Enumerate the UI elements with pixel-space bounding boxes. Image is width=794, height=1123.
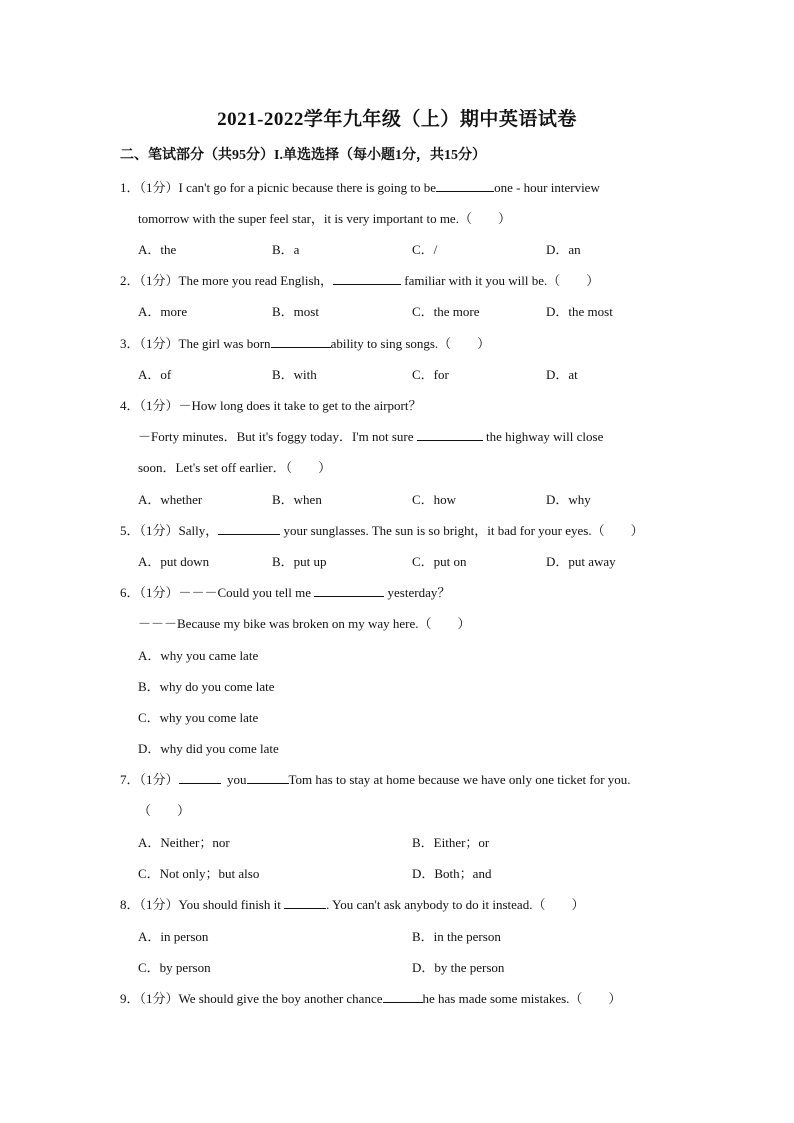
option-b: B．put up bbox=[272, 554, 327, 569]
answer-blank bbox=[284, 896, 326, 909]
question-4-stem-line3: soon．Let's set off earlier．（ ） bbox=[138, 460, 332, 475]
option-d: D．why did you come late bbox=[138, 741, 279, 756]
option-d: D．at bbox=[546, 367, 578, 382]
question-9-text-cont: he has made some mistakes.（ ） bbox=[422, 991, 622, 1006]
option-b: B．with bbox=[272, 367, 317, 382]
option-d: D．the most bbox=[546, 304, 613, 319]
option-c: C．/ bbox=[412, 242, 438, 257]
question-5-text: 5．（1分）Sally， bbox=[120, 523, 219, 538]
page-title: 2021-2022学年九年级（上）期中英语试卷 bbox=[217, 109, 577, 130]
option-c: C．by person bbox=[138, 960, 211, 975]
question-8-stem bbox=[120, 894, 584, 913]
option-c: C．Not only；but also bbox=[138, 866, 260, 881]
question-1-stem bbox=[120, 177, 600, 196]
answer-blank bbox=[333, 272, 401, 285]
option-b: B．when bbox=[272, 492, 322, 507]
question-6-stem bbox=[120, 582, 450, 601]
question-7-stem bbox=[120, 769, 631, 788]
question-6-text-cont: yesterday？ bbox=[387, 585, 451, 600]
answer-blank bbox=[436, 179, 494, 192]
option-b: B．a bbox=[272, 242, 300, 257]
option-a: A．why you came late bbox=[138, 648, 259, 663]
answer-blank bbox=[247, 771, 289, 784]
option-d: D．an bbox=[546, 242, 581, 257]
option-c: C．for bbox=[412, 367, 449, 382]
option-d: D．why bbox=[546, 492, 591, 507]
question-6-stem-line2: －－－Because my bike was broken on my way here.（ ） bbox=[138, 616, 471, 631]
option-d: D．put away bbox=[546, 554, 616, 569]
question-7-text-cont: Tom has to stay at home because we have only one ticket for you. bbox=[288, 772, 631, 787]
question-7-text-mid: you bbox=[227, 772, 247, 787]
question-3-stem bbox=[120, 333, 490, 352]
option-c: C．put on bbox=[412, 554, 467, 569]
option-c: C．why you come late bbox=[138, 710, 259, 725]
option-a: A．in person bbox=[138, 929, 209, 944]
option-a: A．the bbox=[138, 242, 177, 257]
option-a: A．more bbox=[138, 304, 188, 319]
option-b: B．most bbox=[272, 304, 319, 319]
option-d: D．by the person bbox=[412, 960, 505, 975]
answer-blank bbox=[179, 771, 221, 784]
question-3-text: 3．（1分）The girl was born bbox=[120, 336, 271, 351]
question-5-text-cont: your sunglasses. The sun is so bright，it bad for your eyes.（ ） bbox=[283, 523, 644, 538]
answer-blank bbox=[271, 335, 331, 348]
question-8-text: 8．（1分）You should finish it bbox=[120, 897, 281, 912]
section-heading: 二、笔试部分（共95分）I.单选选择（每小题1分，共15分） bbox=[120, 148, 486, 163]
question-7-stem-line2: （ ） bbox=[138, 803, 191, 818]
question-8-text-cont: . You can't ask anybody to do it instead.（ ） bbox=[326, 897, 585, 912]
question-4-text: －Forty minutes．But it's foggy today．I'm not sure bbox=[138, 429, 414, 444]
question-7-text: 7．（1分） bbox=[120, 772, 179, 787]
option-a: A．of bbox=[138, 367, 172, 382]
question-1-text-cont: one - hour interview bbox=[494, 180, 600, 195]
answer-blank bbox=[417, 428, 483, 441]
option-a: A．whether bbox=[138, 492, 203, 507]
answer-blank bbox=[218, 522, 280, 535]
question-6-text: 6．（1分）－－－Could you tell me bbox=[120, 585, 312, 600]
question-4-stem: 4．（1分）－How long does it take to get to the airport？ bbox=[120, 398, 422, 413]
question-1-stem-line2: tomorrow with the super feel star，it is very important to me.（ ） bbox=[138, 211, 511, 226]
option-a: A．put down bbox=[138, 554, 210, 569]
question-4-stem-line2 bbox=[138, 426, 603, 445]
option-b: B．why do you come late bbox=[138, 679, 275, 694]
question-5-stem bbox=[120, 520, 644, 539]
option-b: B．Either；or bbox=[412, 835, 490, 850]
option-c: C．how bbox=[412, 492, 457, 507]
answer-blank bbox=[383, 990, 423, 1003]
option-a: A．Neither；nor bbox=[138, 835, 230, 850]
question-2-text: 2．（1分）The more you read English， bbox=[120, 273, 334, 288]
question-9-text: 9．（1分）We should give the boy another chance bbox=[120, 991, 383, 1006]
answer-blank bbox=[314, 584, 384, 597]
question-9-stem bbox=[120, 988, 621, 1007]
question-3-text-cont: ability to sing songs.（ ） bbox=[330, 336, 491, 351]
question-1-text: 1．（1分）I can't go for a picnic because there is going to be bbox=[120, 180, 437, 195]
question-2-stem bbox=[120, 270, 599, 289]
question-4-text-cont: the highway will close bbox=[486, 429, 604, 444]
option-b: B．in the person bbox=[412, 929, 501, 944]
option-c: C．the more bbox=[412, 304, 480, 319]
option-d: D．Both；and bbox=[412, 866, 492, 881]
question-2-text-cont: familiar with it you will be.（ ） bbox=[404, 273, 600, 288]
